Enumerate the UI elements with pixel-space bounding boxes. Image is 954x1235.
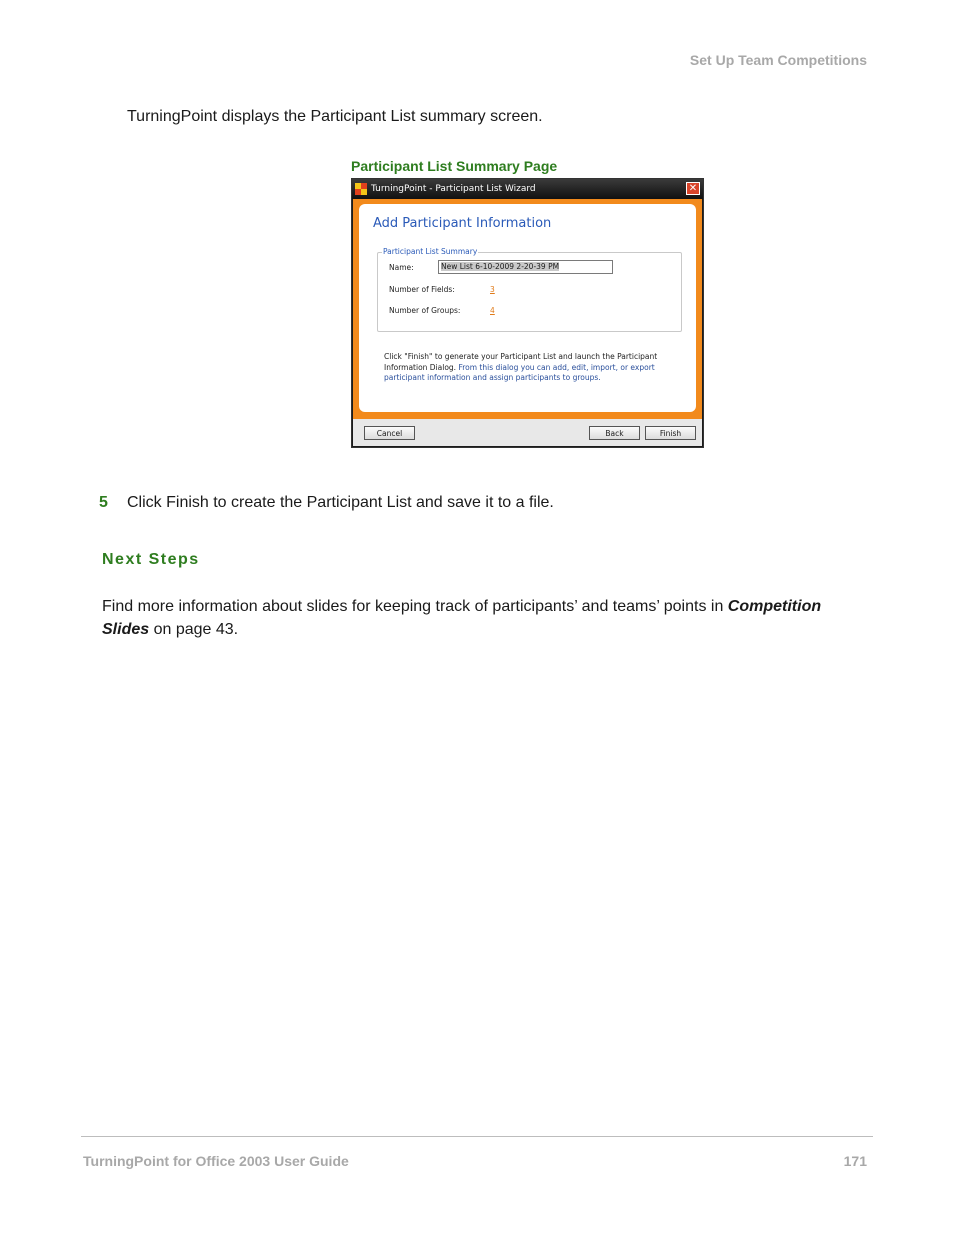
intro-text: TurningPoint displays the Participant List summary screen. xyxy=(127,108,543,125)
next-steps-page-ref: on page 43. xyxy=(149,621,239,638)
next-steps-paragraph xyxy=(102,595,862,641)
figure-caption: Participant List Summary Page xyxy=(351,158,558,174)
footer-guide-title: TurningPoint for Office 2003 User Guide xyxy=(83,1153,349,1169)
finish-button[interactable]: Finish xyxy=(645,426,696,440)
fields-count-link[interactable]: 3 xyxy=(490,285,495,294)
step-text: Click Finish to create the Participant List and save it to a file. xyxy=(127,494,554,511)
dialog-body-frame xyxy=(353,199,702,419)
name-field-value: New List 6-10-2009 2-20-39 PM xyxy=(441,262,560,271)
participant-list-wizard-dialog xyxy=(351,178,704,448)
participant-list-summary-group xyxy=(377,247,682,332)
group-label: Participant List Summary xyxy=(383,247,478,256)
content-panel xyxy=(359,204,696,412)
panel-heading: Add Participant Information xyxy=(373,216,552,231)
page-number: 171 xyxy=(843,1153,867,1169)
name-label: Name: xyxy=(389,263,414,272)
dialog-title: TurningPoint - Participant List Wizard xyxy=(371,184,536,194)
cancel-button[interactable]: Cancel xyxy=(364,426,415,440)
step-5 xyxy=(99,494,554,512)
help-text-intro: Click "Finish" to generate your Participant List and launch the Participant Information Dialog. xyxy=(384,352,658,372)
dialog-button-bar xyxy=(353,419,702,446)
competition-slides-reference[interactable]: Competition Slides xyxy=(102,598,822,638)
groups-label: Number of Groups: xyxy=(389,306,461,315)
running-header: Set Up Team Competitions xyxy=(689,52,867,68)
back-button[interactable]: Back xyxy=(589,426,640,440)
groups-count-link[interactable]: 4 xyxy=(490,306,495,315)
fields-label: Number of Fields: xyxy=(389,285,455,294)
turningpoint-app-icon xyxy=(355,183,367,195)
close-icon[interactable]: ✕ xyxy=(686,182,700,195)
step-number: 5 xyxy=(99,494,108,511)
next-steps-heading: Next Steps xyxy=(102,551,200,568)
footer-divider xyxy=(81,1136,873,1137)
help-text xyxy=(384,352,679,384)
next-steps-text: Find more information about slides for keeping track of participants’ and teams’ points in xyxy=(102,598,728,615)
dialog-titlebar xyxy=(352,179,703,199)
name-field[interactable] xyxy=(438,260,613,274)
help-text-detail: From this dialog you can add, edit, import, or export participant information and assign participants to groups. xyxy=(384,362,655,382)
